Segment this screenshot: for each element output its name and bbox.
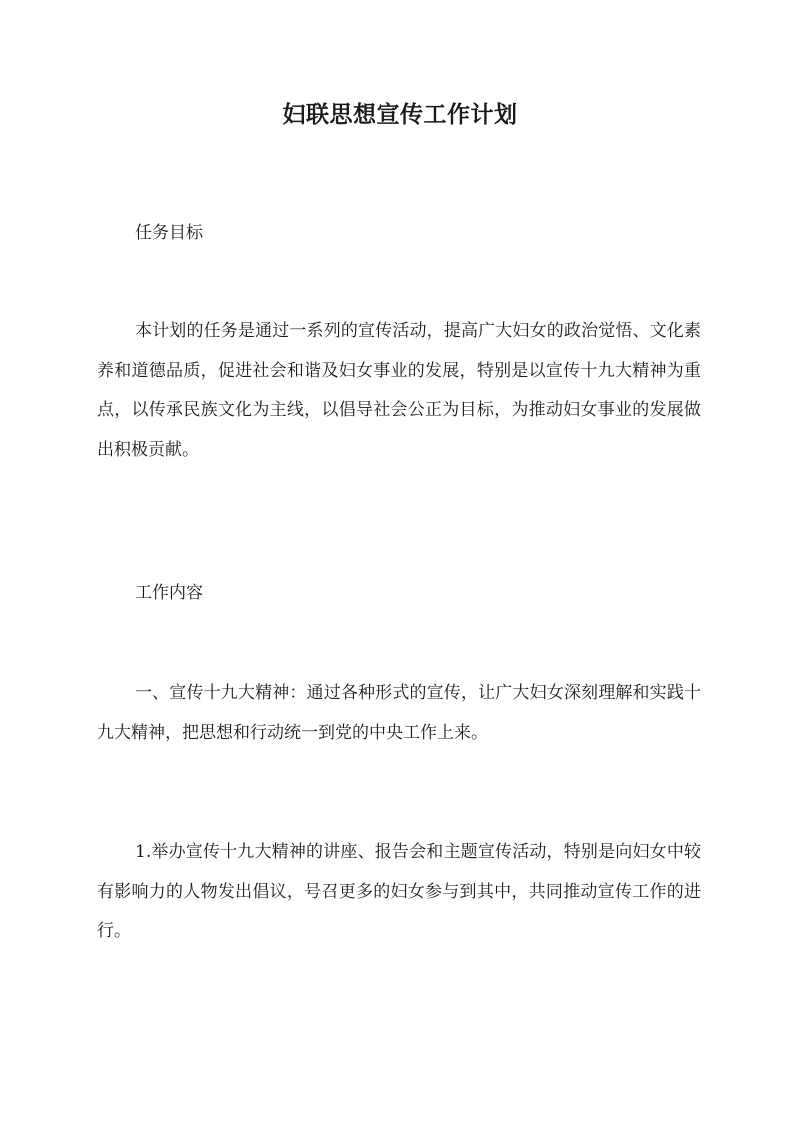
section-heading-goal: 任务目标: [135, 223, 203, 243]
document-title: 妇联思想宣传工作计划: [282, 101, 518, 128]
paragraph-item-1: 一、宣传十九大精神：通过各种形式的宣传，让广大妇女深刻理解和实践十九大精神，把思想和行动统一到党的中央工作上来。: [97, 683, 701, 743]
paragraph-goal: 本计划的任务是通过一系列的宣传活动，提高广大妇女的政治觉悟、文化素养和道德品质，促进社会和谐及妇女事业的发展，特别是以宣传十九大精神为重点，以传承民族文化为主线，以倡导社会公正为目标，为推动妇女事业的发展做出积极贡献。: [97, 321, 701, 460]
section-heading-content: 工作内容: [135, 583, 203, 603]
paragraph-item-1-1: 1.举办宣传十九大精神的讲座、报告会和主题宣传活动，特别是向妇女中较有影响力的人物发出倡议，号召更多的妇女参与到其中，共同推动宣传工作的进行。: [97, 842, 701, 941]
